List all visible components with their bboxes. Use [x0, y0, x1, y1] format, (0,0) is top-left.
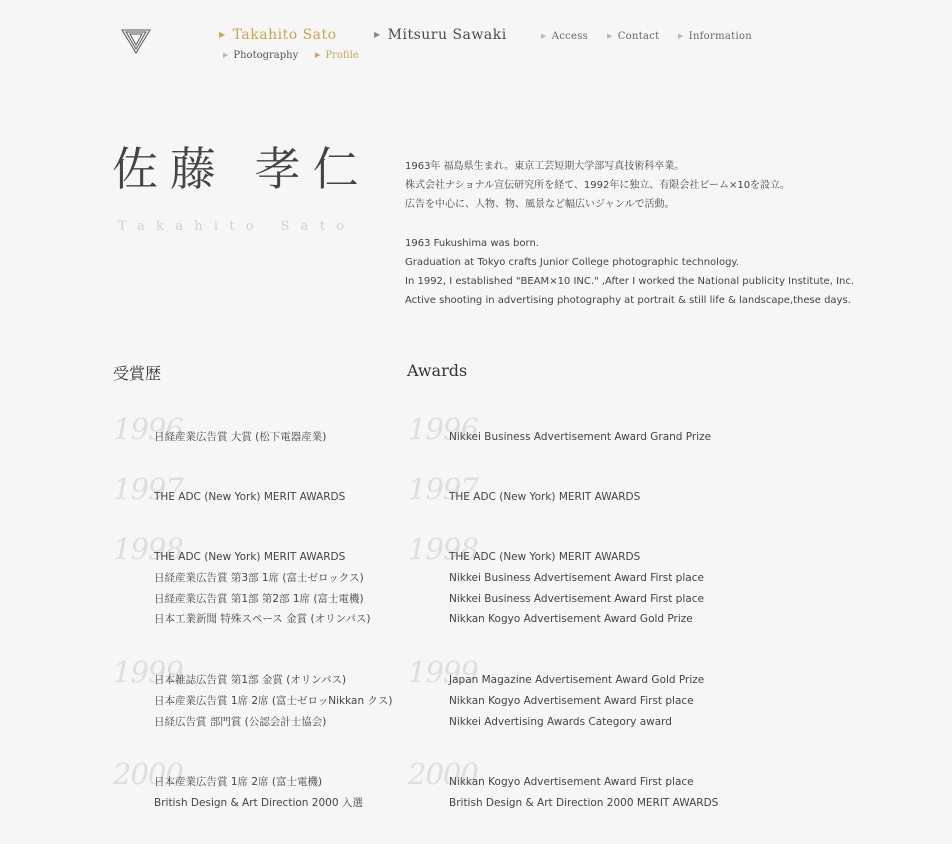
triangle-right-icon: ▶ — [541, 32, 547, 40]
award-item: THE ADC (New York) MERIT AWARDS — [154, 551, 346, 563]
nav-information[interactable] — [678, 31, 752, 42]
profile-bio — [405, 157, 854, 310]
award-item: British Design & Art Direction 2000 入選 — [154, 796, 363, 809]
bio-jp-line: 広告を中心に、人物、物、風景など幅広いジャンルで活動。 — [405, 199, 675, 211]
award-year: 1998 — [113, 532, 183, 566]
award-item: Nikkan Kogyo Advertisement Award First place — [449, 694, 694, 707]
nav-mitsuru-sawaki-label: Mitsuru Sawaki — [387, 27, 507, 43]
award-item: 日経産業広告賞 第1部 第2部 1席 (富士電機) — [154, 592, 364, 605]
nav-profile[interactable] — [315, 50, 359, 61]
nav-contact[interactable] — [607, 31, 660, 42]
award-year: 1996 — [113, 412, 183, 446]
award-item: Nikkei Business Advertisement Award First place — [449, 592, 704, 605]
bio-jp-line: 株式会社ナショナル宣伝研究所を経て、1992年に独立、有限会社ビーム×10を設立。 — [405, 180, 791, 192]
award-year: 1999 — [408, 655, 478, 689]
nav-contact-label: Contact — [617, 31, 660, 42]
award-item: 日経広告賞 部門賞 (公認会計士協会) — [154, 715, 327, 728]
bio-en-line: 1963 Fukushima was born. — [405, 237, 539, 249]
award-item: 日本工業新聞 特殊スペース 金賞 (オリンパス) — [154, 613, 371, 626]
award-item: Nikkei Business Advertisement Award Grand Prize — [449, 431, 712, 443]
award-list — [154, 772, 363, 814]
nav-photography-label: Photography — [233, 50, 299, 61]
award-year: 2000 — [408, 757, 478, 791]
award-item: Nikkei Advertising Awards Category award — [449, 715, 672, 728]
award-item: Nikkan Kogyo Advertisement Award First place — [449, 776, 694, 788]
award-list — [449, 487, 640, 508]
bio-en-line: Graduation at Tokyo crafts Junior College photographic technology. — [405, 256, 740, 268]
awards-title-english: Awards — [407, 361, 468, 380]
award-item: THE ADC (New York) MERIT AWARDS — [449, 551, 641, 563]
nav-information-label: Information — [688, 31, 753, 42]
nav-takahito-sato[interactable] — [219, 27, 337, 43]
award-item: THE ADC (New York) MERIT AWARDS — [449, 491, 641, 503]
award-item: 日本産業広告賞 1席 2席 (富士ゼロッNikkan クス) — [154, 694, 393, 707]
award-item: THE ADC (New York) MERIT AWARDS — [154, 491, 346, 503]
nav-access[interactable] — [541, 31, 588, 42]
award-item: Nikkan Kogyo Advertisement Award Gold Prize — [449, 613, 693, 626]
triangle-right-icon: ▶ — [678, 32, 684, 40]
bio-en-line: In 1992, I established "BEAM×10 INC." ,After I worked the National publicity Institute, Inc. — [405, 276, 855, 288]
award-item: 日経産業広告賞 第3部 1席 (富士ゼロックス) — [154, 571, 364, 584]
award-list — [449, 547, 704, 630]
bio-jp-line: 1963年 福島県生まれ。東京工芸短期大学部写真技術科卒業。 — [405, 161, 685, 172]
profile-name-english: Takahito Sato — [118, 219, 356, 234]
triangle-logo-icon[interactable] — [121, 28, 151, 54]
nav-access-label: Access — [551, 31, 589, 42]
triangle-right-icon: ▶ — [219, 30, 226, 39]
award-list — [154, 427, 326, 448]
nav-profile-label: Profile — [325, 50, 359, 61]
award-item: 日本雑誌広告賞 第1部 金賞 (オリンパス) — [154, 674, 347, 686]
award-item: British Design & Art Direction 2000 MERIT AWARDS — [449, 796, 719, 809]
nav-mitsuru-sawaki[interactable] — [374, 27, 507, 43]
award-list — [154, 487, 345, 508]
award-list — [449, 772, 718, 814]
award-item: 日本産業広告賞 1席 2席 (富士電機) — [154, 776, 323, 788]
award-list — [449, 670, 704, 732]
award-list — [449, 427, 711, 448]
triangle-right-icon: ▶ — [223, 51, 229, 59]
awards-title-japanese: 受賞歴 — [113, 364, 162, 383]
triangle-right-icon: ▶ — [607, 32, 613, 40]
triangle-right-icon: ▶ — [374, 30, 381, 39]
award-year: 1996 — [408, 412, 478, 446]
award-year: 1998 — [408, 532, 478, 566]
award-year: 1997 — [408, 472, 478, 506]
nav-photography[interactable] — [223, 50, 298, 61]
award-item: Nikkei Business Advertisement Award First place — [449, 571, 704, 584]
award-year: 2000 — [113, 757, 183, 791]
award-year: 1999 — [113, 655, 183, 689]
triangle-right-icon: ▶ — [315, 51, 321, 59]
award-list — [154, 547, 370, 630]
nav-takahito-sato-label: Takahito Sato — [232, 27, 337, 43]
profile-name-japanese: 佐藤 孝仁 — [112, 142, 371, 196]
award-item: Japan Magazine Advertisement Award Gold Prize — [449, 674, 705, 686]
bio-en-line: Active shooting in advertising photography at portrait & still life & landscape,these days. — [405, 295, 851, 307]
award-year: 1997 — [113, 472, 183, 506]
award-item: 日経産業広告賞 大賞 (松下電器産業) — [154, 431, 327, 443]
award-list — [154, 670, 392, 732]
